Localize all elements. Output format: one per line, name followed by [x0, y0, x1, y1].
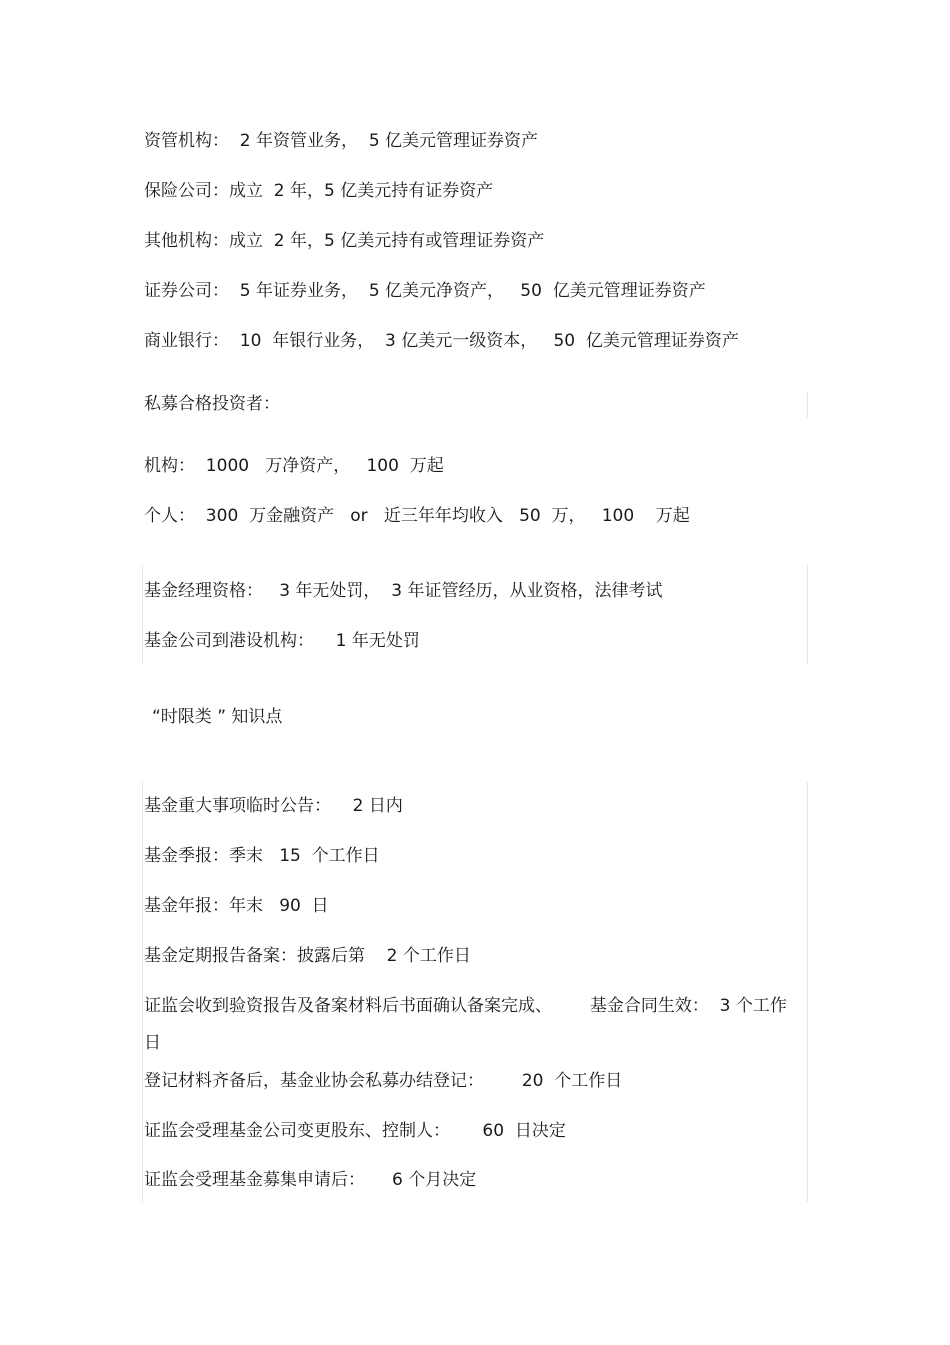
- text-line: 资管机构： 2 年资管业务， 5 亿美元管理证券资产: [144, 131, 539, 151]
- text-line: 个人： 300 万金融资产 or 近三年年均收入 50 万， 100 万起: [144, 506, 690, 526]
- text-line: 基金定期报告备案：披露后第 2 个工作日: [144, 946, 471, 966]
- text-line: 证券公司： 5 年证券业务， 5 亿美元净资产， 50 亿美元管理证券资产: [144, 281, 706, 301]
- text-line: 商业银行： 10 年银行业务， 3 亿美元一级资本， 50 亿美元管理证券资产: [144, 331, 739, 351]
- margin-rule-right-3: [807, 782, 808, 1202]
- text-line: 基金季报：季末 15 个工作日: [144, 846, 380, 866]
- text-line: 基金公司到港设机构： 1 年无处罚: [144, 631, 420, 651]
- text-line: 证监会受理基金募集申请后： 6 个月决定: [144, 1170, 477, 1190]
- text-line: 证监会受理基金公司变更股东、控制人： 60 日决定: [144, 1121, 566, 1141]
- text-line: 基金年报：年末 90 日: [144, 896, 329, 916]
- text-line: 登记材料齐备后，基金业协会私募办结登记： 20 个工作日: [144, 1071, 623, 1091]
- text-line: 其他机构：成立 2 年，5 亿美元持有或管理证券资产: [144, 231, 545, 251]
- text-line: 机构： 1000 万净资产， 100 万起: [144, 456, 444, 476]
- text-line: 证监会收到验资报告及备案材料后书面确认备案完成、 基金合同生效： 3 个工作: [144, 996, 787, 1016]
- margin-rule-right-2: [807, 565, 808, 665]
- margin-rule-left-3: [142, 782, 143, 1202]
- margin-rule-left-2: [142, 565, 143, 665]
- text-line: 基金经理资格： 3 年无处罚， 3 年证管经历，从业资格，法律考试: [144, 581, 663, 601]
- section-heading: 私募合格投资者：: [144, 394, 280, 414]
- text-line: 日: [144, 1033, 161, 1053]
- text-line: 保险公司：成立 2 年，5 亿美元持有证券资产: [144, 181, 494, 201]
- text-line: 基金重大事项临时公告： 2 日内: [144, 796, 403, 816]
- section-heading: “时限类 ” 知识点: [152, 707, 283, 727]
- margin-rule-right-1: [807, 392, 808, 418]
